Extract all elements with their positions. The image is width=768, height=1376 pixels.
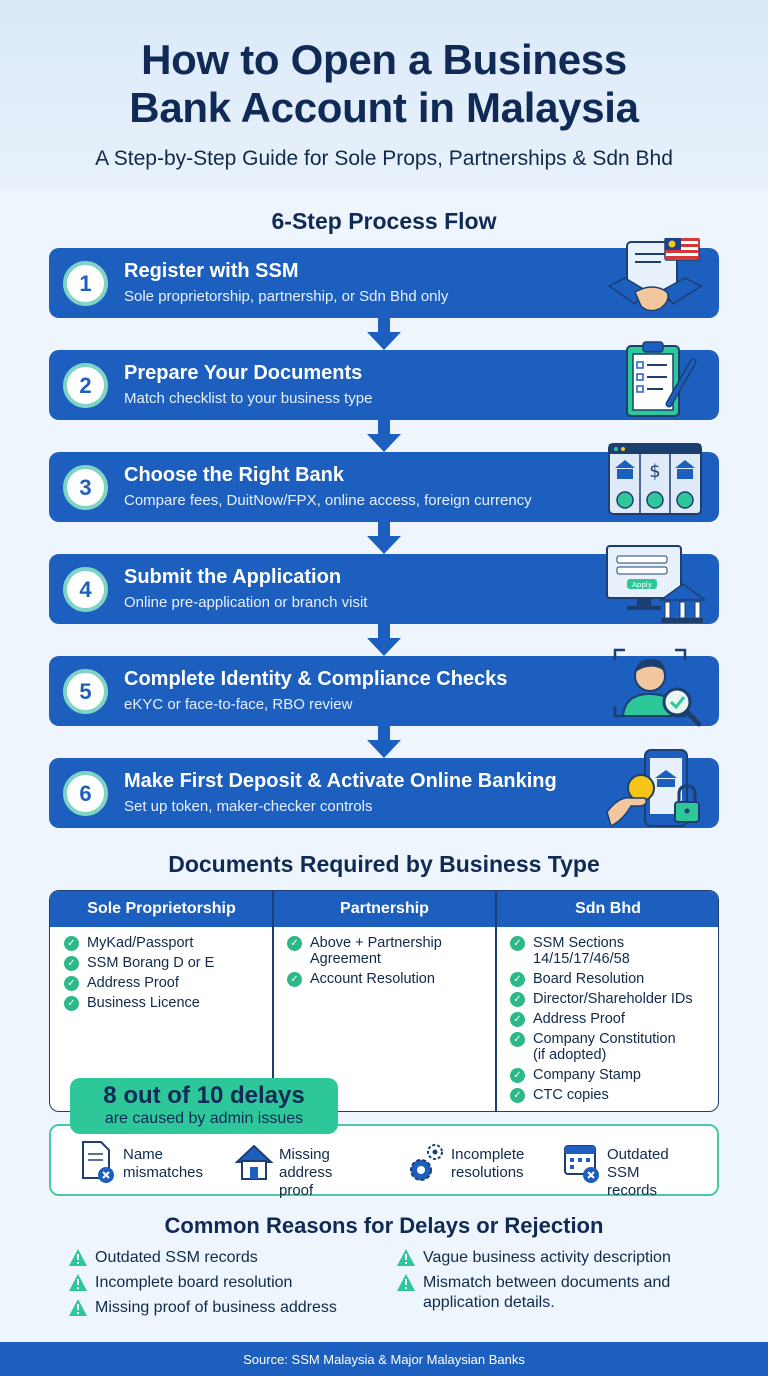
warning-icon	[396, 1273, 416, 1292]
document-x-icon	[79, 1140, 117, 1184]
title-line-1: How to Open a Business	[141, 36, 627, 83]
check-icon: ✓	[287, 972, 302, 987]
step-3	[49, 452, 719, 522]
check-icon: ✓	[287, 936, 302, 951]
step-title: Complete Identity & Compliance Checks	[124, 668, 508, 690]
step-1	[49, 248, 719, 318]
warning-icon	[68, 1273, 88, 1292]
reason-item: Missing proof of business address	[68, 1298, 337, 1318]
step-number: 3	[63, 465, 108, 510]
process-title: 6-Step Process Flow	[271, 208, 497, 234]
step-description: Online pre-application or branch visit	[124, 594, 368, 611]
check-icon: ✓	[64, 996, 79, 1011]
page-subtitle: A Step-by-Step Guide for Sole Props, Partnerships & Sdn Bhd	[95, 147, 673, 170]
step-4	[49, 554, 719, 624]
documents-title: Documents Required by Business Type	[168, 851, 600, 877]
list-item: ✓ Address Proof	[510, 1011, 710, 1027]
step-description: Set up token, maker-checker controls	[124, 798, 373, 815]
step-number: 5	[63, 669, 108, 714]
step-title: Submit the Application	[124, 566, 342, 588]
arrow-down-icon	[367, 318, 401, 350]
column-divider	[495, 891, 497, 1111]
clipboard-checklist-icon	[605, 340, 705, 426]
step-description: Sole proprietorship, partnership, or Sdn Bhd only	[124, 288, 449, 305]
step-2	[49, 350, 719, 420]
step-number: 2	[63, 363, 108, 408]
list-item: ✓ MyKad/Passport	[64, 935, 264, 951]
list-item: ✓ Address Proof	[64, 975, 264, 991]
bank-compare-icon	[605, 442, 705, 528]
check-icon: ✓	[510, 1068, 525, 1083]
reason-item: Incomplete board resolution	[68, 1273, 292, 1293]
issue-line: mismatches	[123, 1164, 204, 1181]
list-item: ✓ Account Resolution	[287, 971, 487, 987]
arrow-down-icon	[367, 726, 401, 758]
face-verify-icon	[605, 646, 705, 732]
issue-line: resolutions	[451, 1164, 524, 1181]
list-item: ✓ Above + Partnership Agreement	[287, 935, 487, 967]
list-item: ✓ Board Resolution	[510, 971, 710, 987]
issue-line: Missing	[279, 1146, 330, 1163]
sdn-bhd-list	[510, 935, 710, 1111]
source-footer: Source: SSM Malaysia & Major Malaysian Banks	[0, 1342, 768, 1376]
list-item: ✓ CTC copies	[510, 1087, 710, 1103]
arrow-down-icon	[367, 420, 401, 452]
house-icon	[235, 1140, 273, 1184]
warning-icon	[68, 1248, 88, 1267]
list-item: ✓ Company Stamp	[510, 1067, 710, 1083]
issue-line: Name	[123, 1146, 164, 1163]
check-icon: ✓	[64, 956, 79, 971]
arrow-down-icon	[367, 624, 401, 656]
delay-stat: 8 out of 10 delays	[103, 1082, 305, 1109]
reason-item: Mismatch between documents and	[396, 1273, 670, 1293]
issue-line: Outdated	[607, 1146, 669, 1163]
check-icon: ✓	[510, 992, 525, 1007]
check-icon: ✓	[64, 936, 79, 951]
reasons-title: Common Reasons for Delays or Rejection	[164, 1213, 604, 1238]
warning-icon	[396, 1248, 416, 1267]
delay-stat-caption: are caused by admin issues	[104, 1110, 304, 1127]
phone-coin-lock-icon	[605, 748, 705, 834]
column-header-sdn-bhd: Sdn Bhd	[496, 891, 719, 927]
calendar-x-icon	[563, 1140, 601, 1184]
step-title: Prepare Your Documents	[124, 362, 363, 384]
check-icon: ✓	[510, 936, 525, 951]
list-item: ✓ Company Constitution (if adopted)	[510, 1031, 680, 1063]
check-icon: ✓	[510, 1032, 525, 1047]
page-title	[0, 36, 768, 132]
admin-issues-box	[49, 1124, 719, 1199]
warning-icon	[68, 1298, 88, 1317]
handshake-flag-icon	[605, 238, 705, 324]
list-item: ✓ SSM Sections 14/15/17/46/58	[510, 935, 640, 967]
step-title: Make First Deposit & Activate Online Banking	[124, 770, 557, 792]
step-title: Choose the Right Bank	[124, 464, 345, 486]
gears-icon	[407, 1140, 445, 1184]
issue-line: address proof	[279, 1164, 333, 1199]
step-number: 1	[63, 261, 108, 306]
check-icon: ✓	[510, 1012, 525, 1027]
step-6	[49, 758, 719, 828]
issue-line: Incomplete	[451, 1146, 525, 1163]
computer-bank-icon	[605, 544, 705, 630]
step-title: Register with SSM	[124, 260, 299, 282]
step-description: eKYC or face-to-face, RBO review	[124, 696, 353, 713]
list-item: ✓ SSM Borang D or E	[64, 955, 264, 971]
list-item: ✓ Business Licence	[64, 995, 264, 1011]
check-icon: ✓	[510, 972, 525, 987]
delay-stat-badge	[70, 1078, 338, 1134]
issue-line: SSM records	[607, 1164, 658, 1199]
list-item: ✓ Director/Shareholder IDs	[510, 991, 710, 1007]
svg-text:$: $	[649, 461, 661, 482]
step-number: 6	[63, 771, 108, 816]
step-description: Compare fees, DuitNow/FPX, online access, foreign currency	[124, 492, 532, 509]
step-number: 4	[63, 567, 108, 612]
column-header-sole-prop: Sole Proprietorship	[50, 891, 273, 927]
arrow-down-icon	[367, 522, 401, 554]
column-header-partnership: Partnership	[273, 891, 496, 927]
reason-item: Outdated SSM records	[68, 1248, 258, 1268]
step-5	[49, 656, 719, 726]
check-icon: ✓	[510, 1088, 525, 1103]
apply-label: Apply	[632, 581, 652, 589]
reason-item-continuation: application details.	[423, 1294, 555, 1311]
reason-item: Vague business activity description	[396, 1248, 671, 1268]
step-description: Match checklist to your business type	[124, 390, 373, 407]
check-icon: ✓	[64, 976, 79, 991]
title-line-2: Bank Account in Malaysia	[129, 84, 639, 131]
